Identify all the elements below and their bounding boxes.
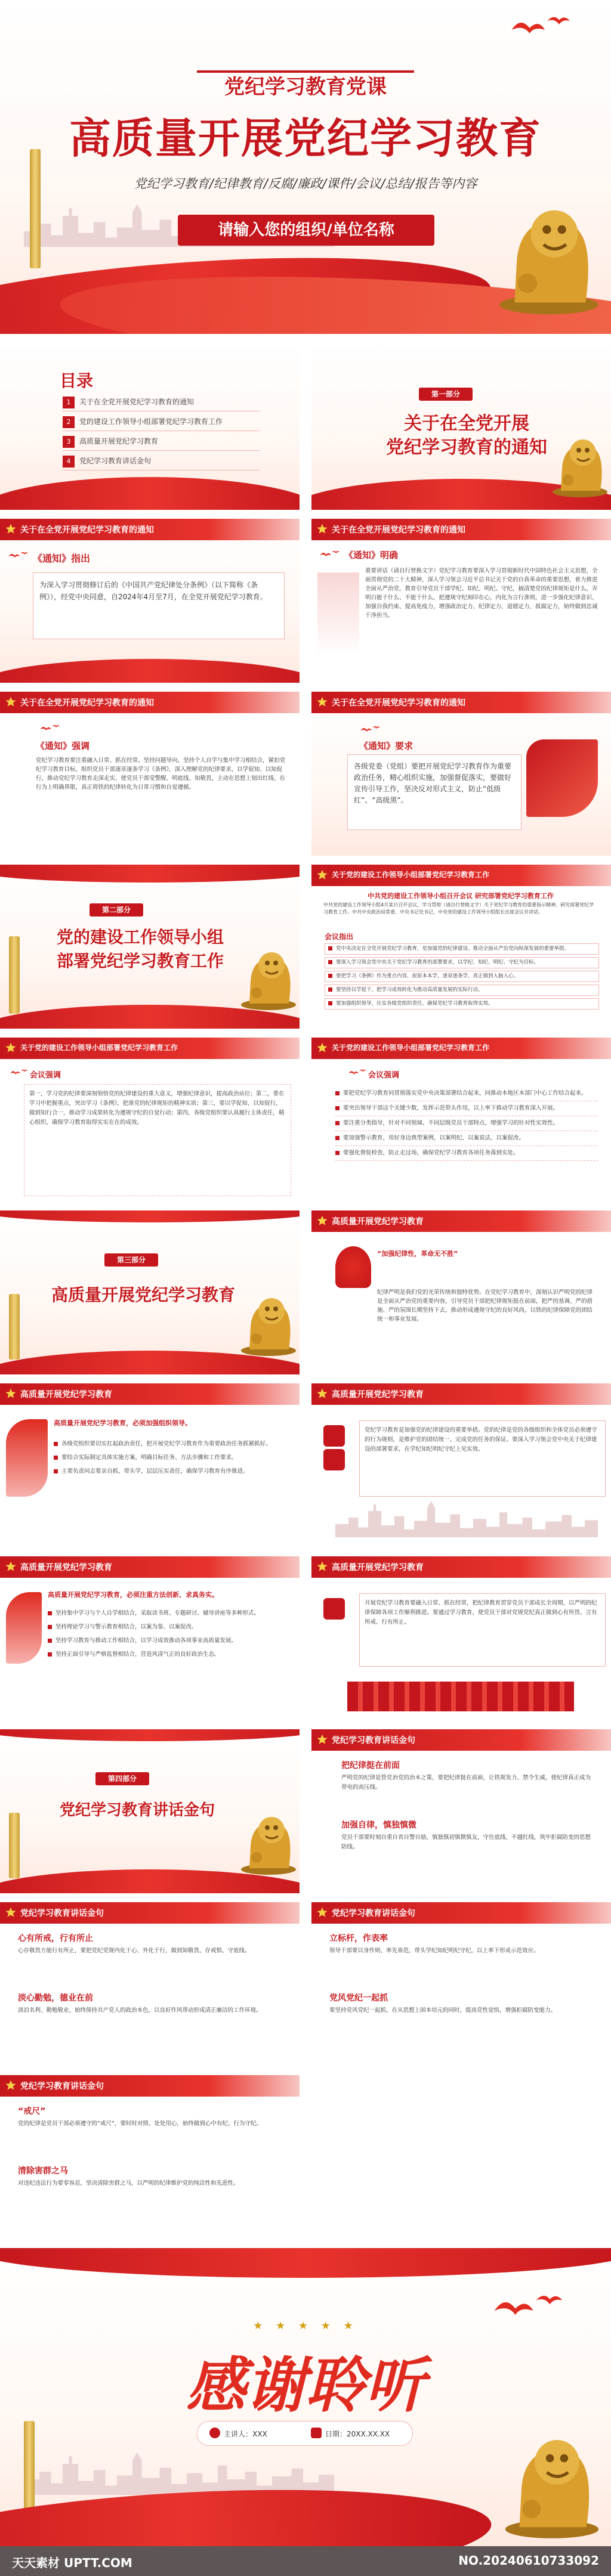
slide-header-title: 关于党的建设工作领导小组部署党纪学习教育工作 xyxy=(332,1044,490,1052)
list-label: 高质量开展党纪学习教育 xyxy=(79,437,159,445)
list-label: 党纪学习教育讲话金句 xyxy=(79,457,152,465)
meeting-points-slide xyxy=(311,865,611,1029)
slide-header-title: 党纪学习教育讲话金句 xyxy=(332,1736,415,1745)
star-icon xyxy=(5,1906,17,1918)
notice-point-slide xyxy=(0,519,300,683)
part1-slide xyxy=(311,343,611,510)
list-text: 要把党纪学习教育同贯彻落实党中央决策部署结合起来，同推动本地区本部门中心工作结合起来。 xyxy=(343,1090,587,1097)
slide-header-title: 高质量开展党纪学习教育 xyxy=(332,1390,424,1400)
ending-title: 感谢聆听 xyxy=(186,2350,425,2420)
quote-label: 党风党纪一起抓 xyxy=(329,1993,388,2003)
body-text: 党员干部要时刻自重自省自警自励，慎独慎初慎微慎友，守住底线、不越红线，筑牢拒腐防变的思想防线。 xyxy=(341,1834,591,1850)
slide-header xyxy=(311,692,611,713)
star-icon xyxy=(5,523,17,535)
list-text: 要突出领导干部这个关键少数，发挥示范带头作用，以上率下推动学习教育深入开展。 xyxy=(343,1105,559,1111)
quote-label: 立标杆，作表率 xyxy=(329,1934,388,1943)
slide-header xyxy=(311,865,611,886)
list-item xyxy=(335,1101,598,1116)
doves-icon xyxy=(507,12,579,48)
stone-lion-icon xyxy=(495,197,603,316)
section-label: “加强纪律性，革命无不胜” xyxy=(377,1250,458,1258)
body-text: 第一，学习党的纪律要深刻领悟党的纪律建设的重大意义，增强纪律意识，提高政治站位；第二，要在学习中把握重点，突出学习《条例》，把准党的纪律规矩的精神实质；第三，要以学促知、以知促行，做到知行合一，推动学习成果转化为遵规守纪的自觉行动；第四，各级党组织要认真履行主体责任，精心组织，确保学习教育取得实实在在的成效。 xyxy=(29,1091,285,1126)
list-text: 各级党组织要切实扛起政治责任，把开展党纪学习教育作为重要政治任务抓紧抓好。 xyxy=(61,1441,271,1447)
notice-require-slide xyxy=(311,692,611,856)
text-box xyxy=(359,1420,606,1497)
calendar-icon xyxy=(311,2428,322,2438)
slide-header-title: 关于在全党开展党纪学习教育的通知 xyxy=(332,698,465,708)
cover-title: 高质量开展党纪学习教育 xyxy=(69,113,542,163)
list-text: 要加强警示教育，用好身边典型案例，以案明纪、以案说法、以案促改。 xyxy=(343,1135,525,1141)
slide-header xyxy=(0,1902,300,1924)
slide-header xyxy=(311,1902,611,1924)
red-ribbon xyxy=(0,659,300,683)
list-text: 坚持理论学习与警示教育相结合，以案为鉴、以案促改。 xyxy=(55,1624,198,1630)
q4-list xyxy=(48,1606,286,1661)
quote-3-slide xyxy=(0,1902,300,2066)
star-icon xyxy=(5,696,17,708)
cover-slide xyxy=(0,0,611,334)
bullet-icon xyxy=(48,1625,52,1629)
body-text: 重要讲话（请自行替换文字）党纪学习教育要深入学习贯彻新时代中国特色社会主义思想，全面贯彻党的二十大精神，深入学习领会习近平总书记关于党的自我革命的重要思想，着力推进全面从严治党，教育引导党员干部学纪、知纪、明纪、守纪，搞清楚党的纪律规矩是什么，弄明白能干什么、不能干什么，把遵规守纪刻印在心，内化为言行准则，进一步强化纪律意识、加强自我约束、提高免疫力，增强政治定力、纪律定力、道德定力、抵腐定力，始终做到忠诚干净担当。 xyxy=(365,568,598,619)
bullet-icon xyxy=(48,1611,52,1615)
cover-subtitle: 党纪学习教育/纪律教育/反腐/廉政/课件/会议/总结/报告等内容 xyxy=(134,177,477,191)
dove-icon xyxy=(39,720,63,738)
gate-illustration xyxy=(347,1682,574,1711)
part2-slide xyxy=(0,865,300,1029)
notice-stress-slide xyxy=(0,692,300,856)
list-item xyxy=(48,1620,286,1634)
bullet-icon xyxy=(48,1652,52,1657)
dove-icon xyxy=(7,547,31,565)
star-icon xyxy=(316,1215,328,1227)
quality-3-slide xyxy=(311,1383,611,1547)
slide-header xyxy=(311,1038,611,1059)
huabiao-pillar xyxy=(9,1294,20,1360)
bullet-icon xyxy=(54,1469,58,1473)
part-tag: 第二部分 xyxy=(90,903,143,917)
section-label: 《通知》指出 xyxy=(33,553,91,564)
huabiao-pillar xyxy=(30,149,41,268)
org-name-badge: 请输入您的组织/单位名称 xyxy=(178,215,434,246)
slide-header-title: 高质量开展党纪学习教育 xyxy=(20,1563,112,1572)
section-label: 会议强调 xyxy=(30,1071,61,1080)
meeting-headline: 中共党的建设工作领导小组召开会议 研究部署党纪学习教育工作 xyxy=(368,892,554,900)
part2-title-line2: 部署党纪学习教育工作 xyxy=(56,951,224,971)
dove-icon xyxy=(359,722,383,739)
section-label: 会议强调 xyxy=(368,1071,400,1080)
list-item xyxy=(335,1116,598,1131)
part1-title-line2: 党纪学习教育的通知 xyxy=(386,437,547,458)
list-number: 3 xyxy=(63,436,75,448)
body-text: 心存敬畏方能行有所止，要把党纪党规内化于心、外化于行，做到知敬畏、存戒惧、守底线。 xyxy=(18,1948,251,1954)
skyline-illustration xyxy=(335,1497,598,1538)
star-icon xyxy=(316,696,328,708)
slide-header-title: 关于在全党开展党纪学习教育的通知 xyxy=(332,525,465,535)
watermark-right: NO.20240610733092 xyxy=(458,2553,599,2568)
text-box xyxy=(24,1084,291,1196)
star-icon xyxy=(316,869,328,881)
toc-list xyxy=(63,394,260,473)
huabiao-pillar xyxy=(9,936,20,1014)
section-label: 《通知》明确 xyxy=(344,550,399,561)
dove-icon xyxy=(319,546,342,564)
list-item xyxy=(325,943,599,955)
speaker-bar xyxy=(197,2421,413,2446)
part3-slide xyxy=(0,1210,300,1374)
slide-header xyxy=(0,1556,300,1578)
body-text: 中共党的建设工作领导小组4月某日召开会议，学习贯彻（请自行替换文字）关于党纪学习教育的重要指示精神，研究部署党纪学习教育工作。中共中央政治局常委、中央书记处书记、中央党的建设工作领导小组组长出席会议并讲话。 xyxy=(323,902,594,915)
red-ribbon-top xyxy=(0,1210,300,1222)
slide-header xyxy=(0,1038,300,1059)
bullet-icon xyxy=(335,1106,340,1110)
list-item xyxy=(54,1451,286,1465)
slide-header-title: 高质量开展党纪学习教育 xyxy=(332,1563,424,1572)
section-label: 高质量开展党纪学习教育，必须加强组织领导。 xyxy=(54,1419,192,1427)
toc-slide xyxy=(0,343,300,510)
toc-item xyxy=(63,414,260,431)
meeting-stress-slide xyxy=(0,1038,300,1202)
slide-header xyxy=(311,519,611,540)
list-number: 2 xyxy=(63,416,75,428)
quality-4-slide xyxy=(0,1556,300,1720)
meeting-stress2-slide xyxy=(311,1038,611,1202)
part3-title: 高质量开展党纪学习教育 xyxy=(51,1285,235,1305)
quote-label: 把纪律挺在前面 xyxy=(341,1761,400,1770)
quality-2-slide xyxy=(0,1383,300,1547)
star-icon xyxy=(316,1733,328,1745)
body-text: 为深入学习贯彻修订后的《中国共产党纪律处分条例》（以下简称《条例》），经党中央同意，自2024年4月至7月，在全党开展党纪学习教育。 xyxy=(39,581,267,601)
slide-header-title: 关于党的建设工作领导小组部署党纪学习教育工作 xyxy=(332,871,490,879)
body-text: 要坚持党风党纪一起抓，在从思想上固本培元的同时，提高党性觉悟，增强拒腐防变能力。 xyxy=(329,2007,557,2014)
part-tag: 第四部分 xyxy=(95,1772,149,1785)
slide-header-title: 党纪学习教育讲话金句 xyxy=(332,1909,415,1918)
slide-header xyxy=(311,1556,611,1578)
notice-clarify-slide xyxy=(311,519,611,683)
person-icon xyxy=(323,1425,345,1447)
speaker: 主讲人：XXX xyxy=(224,2430,267,2438)
body-text: 纪律严明是我们党的光荣传统和独特优势。在党纪学习教育中，深刻认识严明党的纪律是全面从严治党的重要内容，引导党员干部把纪律规矩挺在前面，把严的基调、严的措施、严的氛围长期坚持下去，推动形成遵规守纪的良好风尚，以铁的纪律保障党的团结统一和事业发展。 xyxy=(377,1289,593,1323)
list-item xyxy=(54,1437,286,1451)
section-label: 《通知》要求 xyxy=(359,741,413,751)
list-item xyxy=(325,957,599,968)
list-number: 4 xyxy=(63,456,75,467)
list-item xyxy=(335,1131,598,1146)
toc-item xyxy=(63,394,260,411)
red-flag-decoration xyxy=(6,1592,42,1664)
section-label: 高质量开展党纪学习教育，必须注重方法创新、求真务实。 xyxy=(48,1591,218,1599)
star-icon xyxy=(316,1561,328,1572)
body-text: 严明党的纪律是管党治党的治本之策，要把纪律挺在前面，让铁规发力、禁令生威，使纪律真正成为带电的高压线。 xyxy=(341,1775,591,1791)
red-flag-decoration xyxy=(526,739,598,817)
slide-header xyxy=(0,519,300,540)
body-text: 淡泊名利、勤勉敬业，始终保持共产党人的政治本色，以良好作风带动形成清正廉洁的工作环境。 xyxy=(18,2007,262,2014)
section-label: 会议指出 xyxy=(325,933,354,941)
toc-heading: 目录 xyxy=(60,371,94,391)
list-text: 主要负责同志要亲自抓、带头学，层层压实责任，确保学习教育有序推进。 xyxy=(61,1468,249,1475)
text-box xyxy=(33,572,285,639)
quote-label: 加强自律，慎独慎微 xyxy=(341,1820,416,1830)
bullet-icon xyxy=(335,1136,340,1140)
body-text: 党纪学习教育是加强党的纪律建设的重要举措。党的纪律是党的各级组织和全体党员必须遵守的行为规则，是维护党的团结统一、完成党的任务的保证。要深入学习领会党中央关于纪律建设的部署要求，在学纪知纪明纪守纪上见实效。 xyxy=(365,1427,597,1453)
toc-item xyxy=(63,434,260,451)
quote-label: 心有所戒，行有所止 xyxy=(18,1934,93,1943)
list-text: 要深入学习领会党中央关于党纪学习教育的部署要求，以学纪、知纪、明纪、守纪为目标。 xyxy=(336,959,539,965)
slide-header xyxy=(311,1210,611,1232)
list-label: 党的建设工作领导小组部署党纪学习教育工作 xyxy=(79,417,223,426)
red-flag-decoration xyxy=(317,572,359,656)
list-text: 要坚持以学促干，把学习成效转化为推动高质量发展的实际行动。 xyxy=(336,987,483,993)
red-flag-decoration xyxy=(6,1419,48,1497)
stone-lion-icon xyxy=(239,942,298,1014)
star-icon xyxy=(5,2079,17,2091)
body-text: 领导干部要以身作则、率先垂范，带头学纪知纪明纪守纪，以上率下形成示范效应。 xyxy=(329,1948,539,1954)
body-text: 开展党纪学习教育要融入日常、抓在经常，把纪律教育贯穿党员干部成长全周期，以严明的纪律保障各项工作顺利推进。要通过学习教育，使党员干部对党规党纪真正做到心有所畏、言有所戒、行有所止。 xyxy=(365,1600,597,1626)
watermark-bar xyxy=(0,2546,611,2576)
text-box xyxy=(359,1593,606,1667)
red-ribbon xyxy=(0,477,300,510)
slide-header xyxy=(0,2075,300,2097)
quote-1-slide xyxy=(311,1729,611,1893)
list-text: 要注重分类指导，针对不同领域、不同层级党员干部特点，增强学习的针对性实效性。 xyxy=(343,1120,559,1126)
part2-title-line1: 党的建设工作领导小组 xyxy=(56,927,224,947)
q2-list xyxy=(54,1437,286,1478)
dove-icon xyxy=(9,1065,30,1082)
star-icon xyxy=(5,1561,17,1572)
list-item xyxy=(48,1606,286,1620)
quote-label: 淡心勤勉，德业在前 xyxy=(18,1993,93,2003)
meeting-list xyxy=(325,943,599,1012)
list-label: 关于在全党开展党纪学习教育的通知 xyxy=(79,398,195,406)
list-item xyxy=(335,1146,598,1161)
bullet-icon xyxy=(335,1091,340,1095)
bullet-icon xyxy=(54,1456,58,1460)
list-text: 坚持正面引导与严格监督相结合，营造风清气正的良好政治生态。 xyxy=(55,1651,220,1658)
list-item xyxy=(325,984,599,996)
bullet-icon xyxy=(328,960,332,964)
list-text: 坚持集中学习与个人自学相结合，采取读书班、专题研讨、辅导讲座等多种形式。 xyxy=(55,1610,260,1617)
slide-header xyxy=(0,1383,300,1405)
watermark-left: 天天素材 UPTT.COM xyxy=(12,2556,132,2570)
slide-header-title: 关于在全党开展党纪学习教育的通知 xyxy=(20,525,154,535)
list-text: 坚持学习教育与推动工作相结合，以学习成效推动各项事业高质量发展。 xyxy=(55,1637,237,1644)
star-icon xyxy=(316,523,328,535)
list-text: 党中央决定在全党开展党纪学习教育，是加强党的纪律建设、推动全面从严治党向纵深发展的重要举措。 xyxy=(336,946,570,952)
person-icon xyxy=(209,2428,220,2438)
stone-lion-icon xyxy=(239,1288,298,1360)
slide-header-title: 党纪学习教育讲话金句 xyxy=(20,1909,104,1918)
list-text: 要结合实际制定具体实施方案，明确目标任务、方法步骤和工作要求。 xyxy=(61,1454,237,1461)
section-label: 《通知》强调 xyxy=(36,741,90,751)
quote-label: 清除害群之马 xyxy=(18,2166,68,2176)
bullet-icon xyxy=(328,1001,332,1005)
slide-header xyxy=(0,692,300,713)
red-ribbon-top xyxy=(0,1729,300,1741)
list-text: 要强化督促检查，防止走过场，确保党纪学习教育各项任务落到实处。 xyxy=(343,1150,519,1156)
bullet-icon xyxy=(328,974,332,978)
stone-lion-icon xyxy=(550,432,610,498)
text-box xyxy=(347,754,521,830)
quote-4-slide xyxy=(311,1902,611,2066)
stone-lion-icon xyxy=(239,1807,298,1878)
body-text: 各级党委（党组）要把开展党纪学习教育作为重要政治任务，精心组织实施，加强督促落实，要做好宣传引导工作，坚决反对形式主义，防止“低级红”、“高级黑”。 xyxy=(354,762,512,804)
list-number: 1 xyxy=(63,397,75,408)
ending-slide xyxy=(0,2248,611,2546)
list-item xyxy=(48,1634,286,1648)
slide-header-title: 党纪学习教育讲话金句 xyxy=(20,2082,104,2091)
bullet-icon xyxy=(54,1442,58,1446)
part-tag: 第三部分 xyxy=(104,1253,158,1267)
bullet-icon xyxy=(328,987,332,992)
person-icon xyxy=(323,1598,345,1620)
bullet-icon xyxy=(48,1639,52,1643)
body-text: 对违纪违法行为要零容忍，坚决清除害群之马，以严明的纪律维护党的纯洁性和先进性。 xyxy=(18,2180,239,2187)
quality-1-slide xyxy=(311,1210,611,1374)
cover-kicker: 党纪学习教育党课 xyxy=(224,75,387,99)
slide-header-title: 关于在全党开展党纪学习教育的通知 xyxy=(20,698,154,708)
body-text: 党的纪律是党员干部必须遵守的“戒尺”，要时时对照、处处用心，始终做到心中有纪、行为守纪。 xyxy=(18,2120,262,2127)
huabiao-pillar xyxy=(9,1813,20,1878)
bullet-icon xyxy=(335,1151,340,1155)
quote-label: “戒尺” xyxy=(18,2107,46,2116)
star-icon xyxy=(5,1042,17,1054)
list-text: 要把学习《条例》作为重点内容，原原本本学，逐章逐条学，真正做到入脑入心。 xyxy=(336,973,519,979)
slide-header-title: 关于党的建设工作领导小组部署党纪学习教育工作 xyxy=(20,1044,178,1052)
slide-header xyxy=(311,1383,611,1405)
list-text: 要加强组织领导，压实各级党组织责任，确保党纪学习教育取得实效。 xyxy=(336,1001,493,1007)
star-icon xyxy=(316,1388,328,1400)
list-item xyxy=(335,1086,598,1101)
date: 日期：20XX.XX.XX xyxy=(325,2430,390,2438)
part1-title-line1: 关于在全党开展 xyxy=(404,413,529,434)
stars-decoration: ★ ★ ★ ★ ★ xyxy=(253,2320,358,2332)
red-ribbon-top xyxy=(0,865,300,883)
quality-5-slide xyxy=(311,1556,611,1720)
part-tag: 第一部分 xyxy=(419,388,473,401)
slide-header-title: 高质量开展党纪学习教育 xyxy=(332,1217,424,1227)
slide-header xyxy=(311,1729,611,1751)
party-emblem-icon xyxy=(335,1246,371,1288)
body-text: 党纪学习教育要注重融入日常、抓在经常。坚持问题导向，坚持个人自学与集中学习相结合，紧扣党纪学习教育目标，组织党员干部逐章逐条学习《条例》，深入理解党的纪律要求，以学促知、以知促行，推动党纪学习教育走深走实，使党员干部受警醒、明底线、知敬畏，主动在思想上划出红线、在行为上明确界限，真正将铁的纪律转化为日常习惯和自觉遵循。 xyxy=(36,757,286,791)
dove-icon xyxy=(347,1065,369,1082)
part4-slide xyxy=(0,1729,300,1893)
stress-list xyxy=(335,1086,598,1161)
star-icon xyxy=(316,1042,328,1054)
red-ribbon-top xyxy=(0,2248,611,2278)
slide-header-title: 高质量开展党纪学习教育 xyxy=(20,1390,112,1400)
bullet-icon xyxy=(335,1121,340,1125)
list-item xyxy=(325,998,599,1010)
list-item xyxy=(54,1465,286,1478)
quote-5-slide xyxy=(0,2075,300,2239)
bullet-icon xyxy=(328,946,332,950)
person-icon xyxy=(323,1449,345,1470)
list-item xyxy=(325,971,599,982)
star-icon xyxy=(316,1906,328,1918)
toc-item xyxy=(63,453,260,470)
star-icon xyxy=(5,1388,17,1400)
list-item xyxy=(48,1648,286,1661)
part4-title: 党纪学习教育讲话金句 xyxy=(59,1801,215,1819)
stone-lion-icon xyxy=(501,2427,603,2540)
